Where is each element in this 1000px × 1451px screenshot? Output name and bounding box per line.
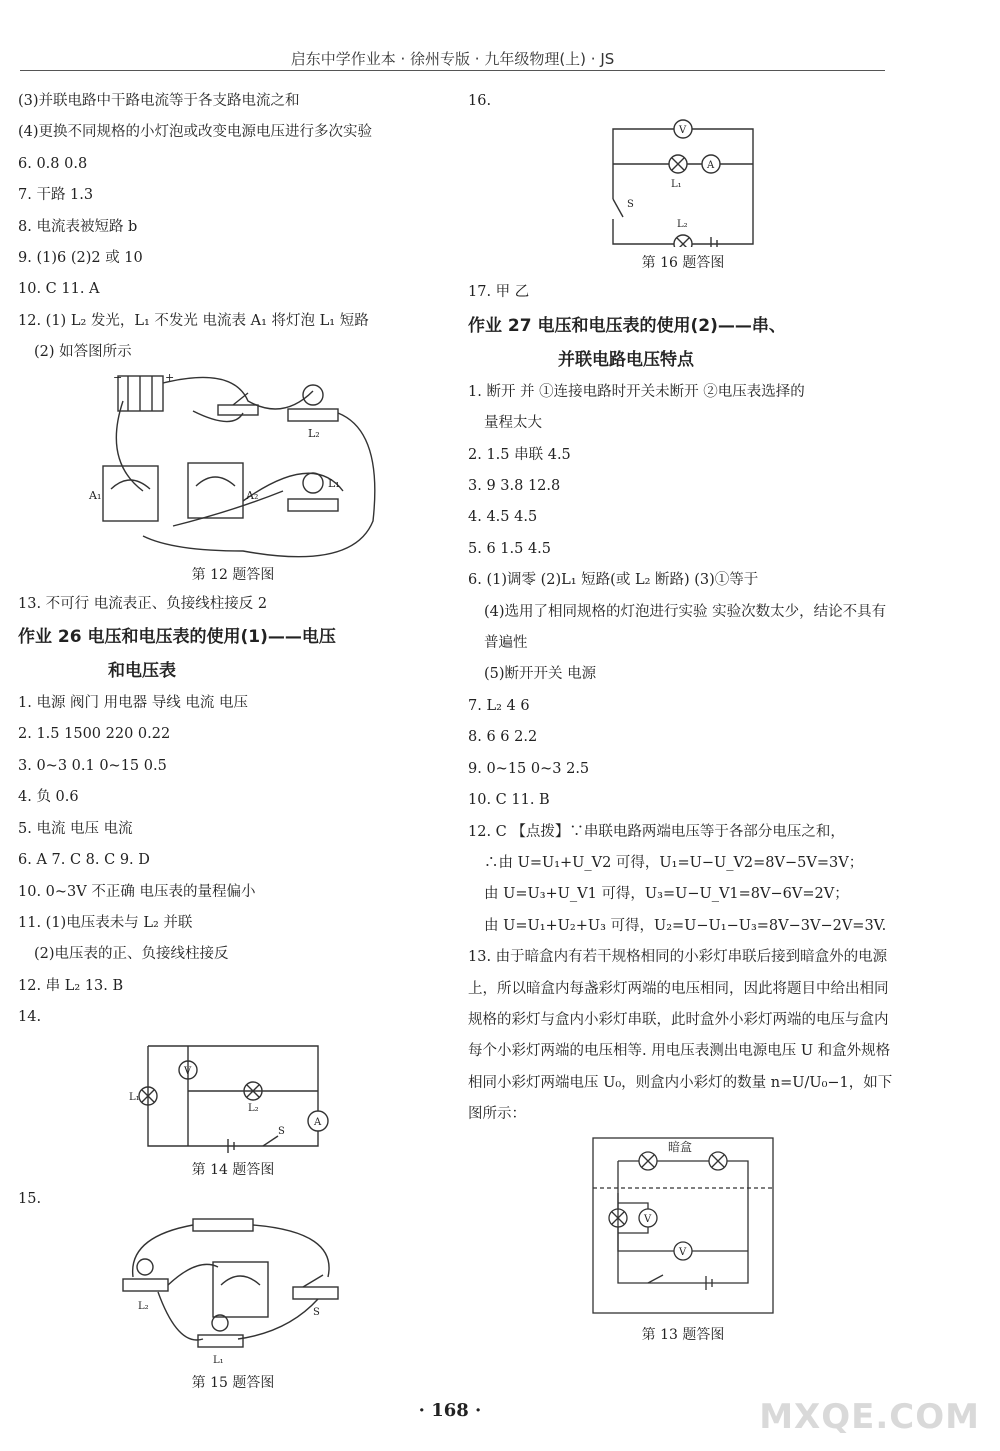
figure-15-caption: 第 15 题答图 — [191, 1374, 275, 1391]
svg-text:A: A — [707, 160, 715, 172]
answer-line: 10. C 11. B — [468, 792, 550, 809]
figure-13-caption: 第 13 题答图 — [641, 1326, 725, 1343]
svg-text:L₂: L₂ — [677, 219, 688, 231]
answer-line: 13. 不可行 电流表正、负接线柱接反 2 — [18, 595, 268, 612]
svg-text:A₁: A₁ — [89, 488, 102, 502]
answer-line: 12. (1) L₂ 发光，L₁ 不发光 电流表 A₁ 将灯泡 L₁ 短路 — [18, 312, 369, 329]
answer-line: 12. C 【点拨】∵串联电路两端电压等于各部分电压之和， — [468, 823, 845, 840]
svg-text:L₁: L₁ — [328, 476, 340, 490]
answer-line: 8. 6 6 2.2 — [468, 729, 538, 746]
answer-line: 4. 负 0.6 — [18, 789, 79, 806]
answer-line: 量程太大 — [484, 415, 542, 432]
answer-line: 6. (1)调零 (2)L₁ 短路(或 L₂ 断路) (3)①等于 — [468, 572, 759, 589]
svg-text:S: S — [278, 1125, 285, 1137]
running-header: 启东中学作业本 · 徐州专版 · 九年级物理(上) · JS — [290, 50, 615, 68]
figure-13-circuit — [588, 1133, 778, 1319]
figure-12-circuit — [83, 371, 383, 559]
answer-paragraph: 13. 由于暗盒内有若干规格相同的小彩灯串联后接到暗盒外的电源上，所以暗盒内每盏彩灯两端的电压相同，因此将题目中给出相同规格的彩灯与盒内小彩灯串联，此时盒外小彩灯两端的电压与盒内每个小彩灯两端的电压相等. 用电压表测出电源电压 U 和盒外规格相同小彩灯两端电压 U₀，则盒内小彩灯的数量 n=U/U₀−1，如下图所示： — [468, 949, 893, 1123]
answer-line: 14. — [18, 1009, 42, 1026]
answer-line: (4)选用了相同规格的灯泡进行实验 实验次数太少，结论不具有普遍性 — [484, 603, 887, 652]
answer-line: 15. — [18, 1190, 42, 1207]
watermark-logo: MXQE.COM — [759, 1397, 980, 1437]
section-subtitle-27: 并联电路电压特点 — [558, 349, 694, 370]
answer-line: 3. 9 3.8 12.8 — [468, 478, 561, 495]
answer-line: 16. — [468, 93, 492, 109]
svg-text:L₁: L₁ — [213, 1354, 224, 1366]
svg-text:−: − — [113, 370, 123, 384]
section-title-26: 作业 26 电压和电压表的使用(1)——电压 — [18, 627, 336, 648]
figure-15-circuit — [118, 1217, 348, 1367]
answer-line: 6. 0.8 0.8 — [18, 155, 88, 172]
figure-14-circuit — [128, 1036, 338, 1154]
svg-text:L₂: L₂ — [138, 1300, 149, 1312]
svg-text:A₂: A₂ — [246, 488, 259, 502]
section-title-27: 作业 27 电压和电压表的使用(2)——串、 — [468, 315, 786, 336]
answer-line: 11. (1)电压表未与 L₂ 并联 — [18, 914, 193, 931]
svg-text:A: A — [314, 1116, 322, 1128]
answer-line: 17. 甲 乙 — [468, 284, 530, 301]
dark-box-label: 暗盒 — [668, 1139, 693, 1154]
answer-line: (5)断开开关 电源 — [484, 666, 597, 683]
svg-text:S: S — [627, 199, 634, 211]
answer-line: (3)并联电路中干路电流等于各支路电流之和 — [18, 93, 300, 109]
right-column — [468, 86, 898, 1349]
figure-12-caption: 第 12 题答图 — [191, 566, 275, 583]
answer-line: 2. 1.5 1500 220 0.22 — [18, 726, 171, 743]
answer-line: 7. 干路 1.3 — [18, 187, 94, 204]
section-subtitle-26: 和电压表 — [108, 661, 176, 682]
svg-text:V: V — [679, 125, 687, 137]
svg-text:L₁: L₁ — [671, 179, 682, 191]
answer-line: 7. L₂ 4 6 — [468, 697, 530, 714]
answer-line: 1. 断开 并 ①连接电路时开关未断开 ②电压表选择的 — [468, 383, 805, 400]
answer-line: 8. 电流表被短路 b — [18, 218, 138, 235]
answer-line: (4)更换不同规格的小灯泡或改变电源电压进行多次实验 — [18, 124, 373, 141]
answer-line: 5. 6 1.5 4.5 — [468, 540, 552, 557]
svg-text:V: V — [184, 1065, 192, 1077]
answer-line: 由 U=U₃+U_V1 可得，U₃=U−U_V1=8V−6V=2V； — [484, 886, 849, 903]
answer-line: 9. 0~15 0~3 2.5 — [468, 760, 590, 777]
answer-line: 4. 4.5 4.5 — [468, 509, 538, 526]
left-column — [18, 86, 448, 1397]
figure-16-caption: 第 16 题答图 — [641, 255, 725, 272]
answer-line: (2)电压表的正、负接线柱接反 — [34, 946, 229, 963]
svg-text:V: V — [679, 1246, 687, 1258]
answer-line: 10. 0~3V 不正确 电压表的量程偏小 — [18, 883, 256, 900]
answer-line: ∴由 U=U₁+U_V2 可得，U₁=U−U_V2=8V−5V=3V； — [484, 854, 864, 871]
svg-text:L₁: L₁ — [129, 1091, 140, 1103]
header-rule — [20, 70, 885, 71]
svg-text:+: + — [165, 370, 175, 384]
svg-text:S: S — [313, 1306, 320, 1318]
svg-text:L₂: L₂ — [308, 426, 320, 440]
answer-line: 9. (1)6 (2)2 或 10 — [18, 250, 143, 267]
answer-line: 1. 电源 阀门 用电器 导线 电流 电压 — [18, 695, 248, 712]
answer-line: 10. C 11. A — [18, 281, 100, 298]
answer-line: 由 U=U₁+U₂+U₃ 可得，U₂=U−U₁−U₃=8V−3V−2V=3V. — [484, 917, 887, 934]
answer-line: 3. 0~3 0.1 0~15 0.5 — [18, 757, 167, 774]
answer-line: 2. 1.5 串联 4.5 — [468, 446, 571, 463]
answer-line: 6. A 7. C 8. C 9. D — [18, 852, 150, 869]
answer-line: 12. 串 L₂ 13. B — [18, 977, 124, 994]
figure-16-circuit — [593, 119, 773, 247]
svg-text:V: V — [644, 1213, 652, 1225]
figure-14-caption: 第 14 题答图 — [191, 1161, 275, 1178]
page-number: · 168 · — [418, 1400, 482, 1421]
answer-line: (2) 如答图所示 — [34, 344, 132, 361]
svg-text:L₂: L₂ — [248, 1102, 259, 1114]
answer-line: 5. 电流 电压 电流 — [18, 820, 133, 837]
